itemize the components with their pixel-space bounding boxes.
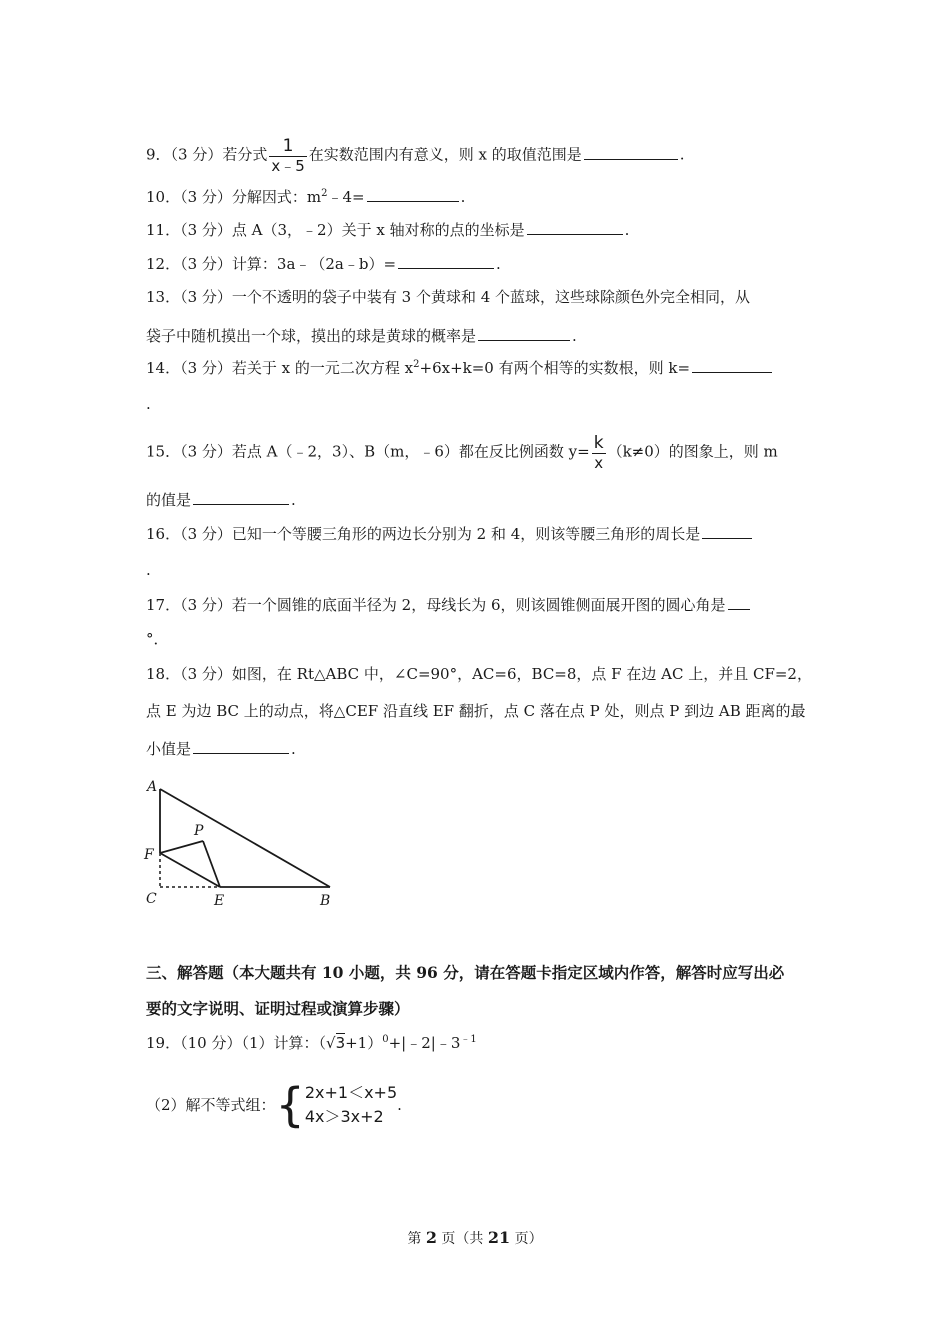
brace-icon: {: [275, 1078, 305, 1132]
sqrt-expression: √3: [326, 1034, 346, 1052]
question-13-line-1: 13．（3 分）一个不透明的袋子中装有 3 个黄球和 4 个蓝球，这些球除颜色外完全相同，从: [146, 288, 751, 306]
question-16: 16．（3 分）已知一个等腰三角形的两边长分别为 2 和 4，则该等腰三角形的周长是: [146, 523, 754, 544]
question-15: 15．（3 分）若点 A（﹣2，3）、B（m，﹣6）都在反比例函数 y= $\frac{k}{x}$ （k≠0）的图象上，则 m: [146, 433, 778, 472]
answer-blank[interactable]: [367, 186, 459, 202]
question-18-line-1: 18．（3 分）如图，在 Rt△ABC 中，∠C=90°，AC=6，BC=8，点 F 在边 AC 上，并且 CF=2，: [146, 665, 812, 683]
label-c: C: [146, 891, 157, 907]
label-a: A: [147, 779, 158, 795]
question-15-line-2: 的值是 .: [146, 491, 296, 509]
answer-blank[interactable]: [193, 738, 289, 754]
answer-blank[interactable]: [692, 357, 772, 373]
edge-pe: [203, 841, 220, 887]
question-10: 10．（3 分）分解因式：$m^2﹣4=$ .: [146, 188, 466, 206]
triangle-figure: [140, 775, 340, 915]
answer-blank[interactable]: [728, 594, 750, 610]
question-17-end: °．: [146, 630, 169, 648]
question-12: 12．（3 分）计算：3a﹣（2a﹣b）= .: [146, 255, 501, 273]
fraction: $\frac{1}{x﹣5}$: [271, 136, 305, 175]
edge-ab: [160, 789, 330, 887]
page-number: 2: [425, 1228, 437, 1247]
fraction: $\frac{k}{x}$: [593, 433, 604, 472]
section-heading-line-1: 三、解答题（本大题共有 10 小题，共 96 分，请在答题卡指定区域内作答，解答时应写出必: [146, 963, 785, 982]
inequality-system: 2x+1＜x+5 4x＞3x+2: [304, 1083, 398, 1126]
section-heading-line-2: 要的文字说明、证明过程或演算步骤）: [146, 999, 410, 1018]
question-18-line-2: 点 E 为边 BC 上的动点，将△CEF 沿直线 EF 翻折，点 C 落在点 P 处，则点 P 到边 AB 距离的最: [146, 702, 806, 720]
question-16-end: .: [146, 561, 151, 579]
page-total: 21: [487, 1228, 511, 1247]
question-11: 11．（3 分）点 A（3，﹣2）关于 x 轴对称的点的坐标是 .: [146, 221, 630, 239]
answer-blank[interactable]: [527, 219, 623, 235]
question-13-line-2: 袋子中随机摸出一个球，摸出的球是黄球的概率是 .: [146, 327, 577, 345]
question-14: 14．（3 分）若关于 x 的一元二次方程 $x^2+6x+k=0$ 有两个相等的实数根，则 k=: [146, 357, 774, 378]
question-9: 9．（3 分）若分式 $\frac{1}{x﹣5}$ 在实数范围内有意义，则 x 的取值范围是 .: [146, 136, 685, 175]
question-19-part-2: （2）解不等式组：{ 2x+1＜x+5 4x＞3x+2 .: [146, 1078, 402, 1132]
answer-blank[interactable]: [478, 325, 570, 341]
page-footer: 第 2 页（共 21 页）: [407, 1228, 543, 1247]
question-19: 19．（10 分）（1）计算：$(√3+1)^0+|﹣2|﹣3^{﹣1}$: [146, 1034, 477, 1052]
label-p: P: [194, 823, 204, 839]
edge-fe: [160, 853, 220, 887]
answer-blank[interactable]: [193, 489, 289, 505]
answer-blank[interactable]: [398, 253, 494, 269]
label-b: B: [320, 893, 331, 909]
question-14-end: .: [146, 395, 151, 413]
question-17: 17．（3 分）若一个圆锥的底面半径为 2，母线长为 6，则该圆锥侧面展开图的圆心角是: [146, 594, 752, 615]
edge-fp: [160, 841, 203, 853]
label-f: F: [144, 847, 154, 863]
label-e: E: [214, 893, 225, 909]
answer-blank[interactable]: [584, 144, 678, 160]
answer-blank[interactable]: [702, 523, 752, 539]
question-18-line-3: 小值是 .: [146, 740, 296, 758]
